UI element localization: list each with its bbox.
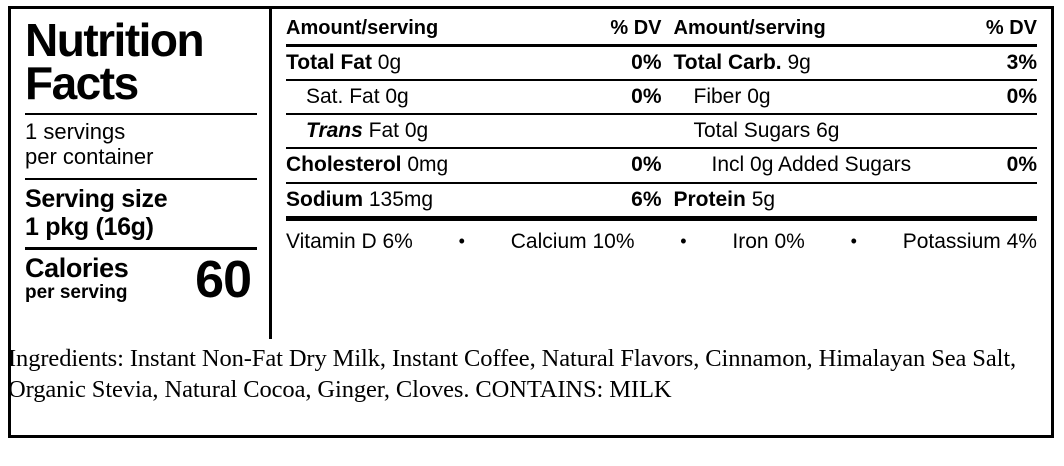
nutrient-name: Trans [306, 119, 363, 143]
calories-label: Calories [25, 252, 129, 283]
nutrient-name: Total Sugars [693, 119, 811, 143]
bullet-separator-1: • [458, 231, 465, 252]
nutrition-summary-column [11, 9, 269, 339]
table-row [662, 184, 976, 216]
nutrient-name: Sodium [286, 187, 363, 211]
header-amount-left: Amount/serving [286, 17, 439, 39]
nutrient-dv [600, 115, 662, 147]
micronutrient-name: Vitamin D [286, 229, 377, 253]
nutrient-dv [975, 184, 1037, 216]
nutrient-amount: 9g [787, 51, 811, 74]
nutrient-name: Protein [673, 187, 746, 211]
nutrient-dv: 0% [631, 153, 662, 177]
table-row [662, 115, 976, 147]
micronutrient-iron [732, 230, 804, 254]
nutrient-name: Total Fat [286, 51, 372, 74]
micronutrient-name: Calcium [510, 229, 587, 253]
servings-per-container: per container [25, 144, 154, 170]
table-row [286, 184, 600, 216]
nutrient-amount: 0g [747, 85, 771, 109]
table-row [286, 47, 600, 79]
bullet-separator-3: • [850, 231, 857, 252]
table-row [662, 47, 976, 79]
nutrient-dv: 0% [1006, 153, 1037, 177]
serving-size-label: Serving size [25, 184, 168, 213]
nutrient-amount: 5g [751, 187, 776, 211]
micronutrient-name: Potassium [902, 229, 1001, 253]
page-title: Nutrition Facts [25, 14, 204, 110]
micronutrient-value: 10% [592, 229, 635, 253]
nutrient-dv: 0% [1006, 85, 1037, 109]
calories-sub-label: per serving [25, 281, 128, 303]
nutrient-name: Fiber [693, 85, 742, 109]
micronutrient-value: 6% [382, 229, 413, 253]
nutrient-amount: 0g [385, 85, 409, 109]
header-dv-right: % DV [985, 17, 1037, 39]
nutrient-dv [975, 115, 1037, 147]
nutrient-name: Cholesterol [286, 153, 402, 177]
servings-count: 1 servings [25, 119, 126, 145]
micronutrient-potassium [903, 230, 1037, 254]
nutrient-name: Incl 0g Added Sugars [711, 153, 912, 177]
nutrient-detail-column [272, 9, 1051, 339]
nutrient-dv: 6% [631, 187, 662, 211]
bullet-separator-2: • [680, 231, 687, 252]
micronutrient-value: 0% [774, 229, 805, 253]
micronutrient-name: Iron [732, 229, 769, 253]
ingredients-text: Ingredients: Instant Non-Fat Dry Milk, Instant Coffee, Natural Flavors, Cinnamon, Himalayan Sea Salt, Organic Stevia, Natural Cocoa, Ginger, Cloves. CONTAINS: MILK [8, 345, 1017, 403]
nutrient-name: Sat. Fat [306, 85, 380, 109]
table-row [662, 149, 976, 181]
nutrient-amount: 0mg [407, 153, 449, 177]
divider-servings [25, 178, 257, 180]
micronutrient-calcium [511, 230, 635, 254]
table-row [662, 81, 976, 113]
table-row [286, 81, 600, 113]
divider-title [25, 113, 257, 115]
serving-size-value: 1 pkg (16g) [25, 212, 154, 241]
table-row [286, 115, 600, 147]
nutrient-dv: 0% [631, 51, 662, 74]
micronutrient-vitamin-d [286, 230, 413, 254]
header-amount-right: Amount/serving [673, 17, 826, 39]
table-row [286, 149, 600, 181]
nutrient-dv: 3% [1006, 51, 1037, 74]
calories-labels [25, 252, 129, 303]
divider-serving-size [25, 247, 257, 250]
nutrient-amount: 6g [816, 119, 840, 143]
micronutrient-row [286, 221, 1037, 254]
nutrient-table [286, 17, 1037, 221]
nutrient-amount: 135mg [368, 187, 434, 211]
micronutrient-value: 4% [1006, 229, 1037, 253]
header-dv-left: % DV [610, 17, 662, 39]
calories-row [25, 250, 257, 309]
nutrient-amount: 0g [377, 51, 402, 74]
calories-value: 60 [195, 250, 251, 309]
nutrient-name: Total Carb. [673, 51, 782, 74]
nutrient-dv: 0% [631, 85, 662, 109]
nutrient-amount: Fat 0g [368, 119, 429, 143]
nutrition-facts-top [11, 9, 1051, 339]
